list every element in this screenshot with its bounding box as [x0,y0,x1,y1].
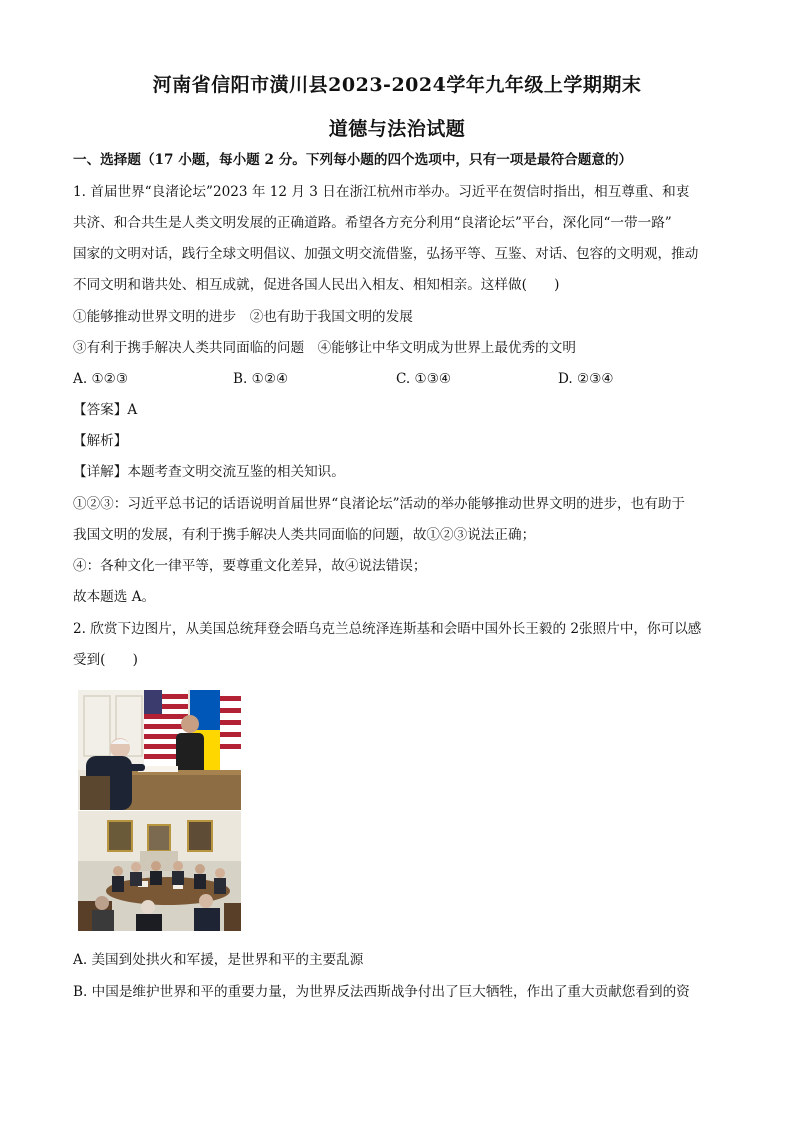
q1-detail [73,462,345,482]
page-subtitle: 道德与法治试题 [328,118,466,140]
q1-explanation: ④：各种文化一律平等，要尊重文化差异，故④说法错误； [73,558,427,574]
q2-line: 受到( ) [73,652,138,668]
q1-explanation: ①②③：习近平总书记的话语说明首届世界“良渚论坛”活动的举办能够推动世界文明的进步，也有助于 [73,496,686,512]
q1-option-c: C. ①③④ [396,371,452,387]
detail-text: 本题考查文明交流互鉴的相关知识。 [127,464,345,480]
photo-biden-wangyi [78,811,241,931]
q1-line: 共济、和合共生是人类文明发展的正确道路。希望各方充分利用“良渚论坛”平台，深化同“一带一路” [73,215,672,231]
q1-option-b: B. ①②④ [233,371,289,387]
q1-option-a: A. ①②③ [73,371,129,387]
page-title: 河南省信阳市潢川县2023-2024学年九年级上学期期末 [152,74,642,96]
section-heading: 一、选择题（17 小题，每小题 2 分。下列每小题的四个选项中，只有一项是最符合题意的） [73,152,633,168]
q1-line: 1. 首届世界“良渚论坛”2023 年 12 月 3 日在浙江杭州市举办。习近平在贺信时指出，相互尊重、和衷 [73,184,690,200]
q1-line: 不同文明和谐共处、相互成就，促进各国人民出入相友、相知相亲。这样做( ) [73,277,560,293]
q1-statement: ①能够推动世界文明的进步 ②也有助于我国文明的发展 [73,309,413,325]
q2-option-a: A. 美国到处拱火和军援，是世界和平的主要乱源 [73,952,364,968]
q1-analysis-label: 【解析】 [73,433,128,449]
photo-biden-zelensky [78,690,241,810]
q2-option-b: B. 中国是维护世界和平的重要力量，为世界反法西斯战争付出了巨大牺牲，作出了重大贡献您看到的资 [73,984,690,1000]
q1-answer: 【答案】A [73,402,138,418]
q1-option-d: D. ②③④ [558,371,614,387]
q1-line: 国家的文明对话，践行全球文明倡议、加强文明交流借鉴，弘扬平等、互鉴、对话、包容的文明观，推动 [73,246,699,262]
q2-line: 2. 欣赏下边图片，从美国总统拜登会晤乌克兰总统泽连斯基和会晤中国外长王毅的 2张照片中，你可以感 [73,621,702,637]
q1-conclusion: 故本题选 A。 [73,589,156,605]
detail-label: 【详解】 [73,464,128,480]
q1-explanation: 我国文明的发展，有利于携手解决人类共同面临的问题，故①②③说法正确； [73,527,536,543]
q1-statement: ③有利于携手解决人类共同面临的问题 ④能够让中华文明成为世界上最优秀的文明 [73,340,576,356]
